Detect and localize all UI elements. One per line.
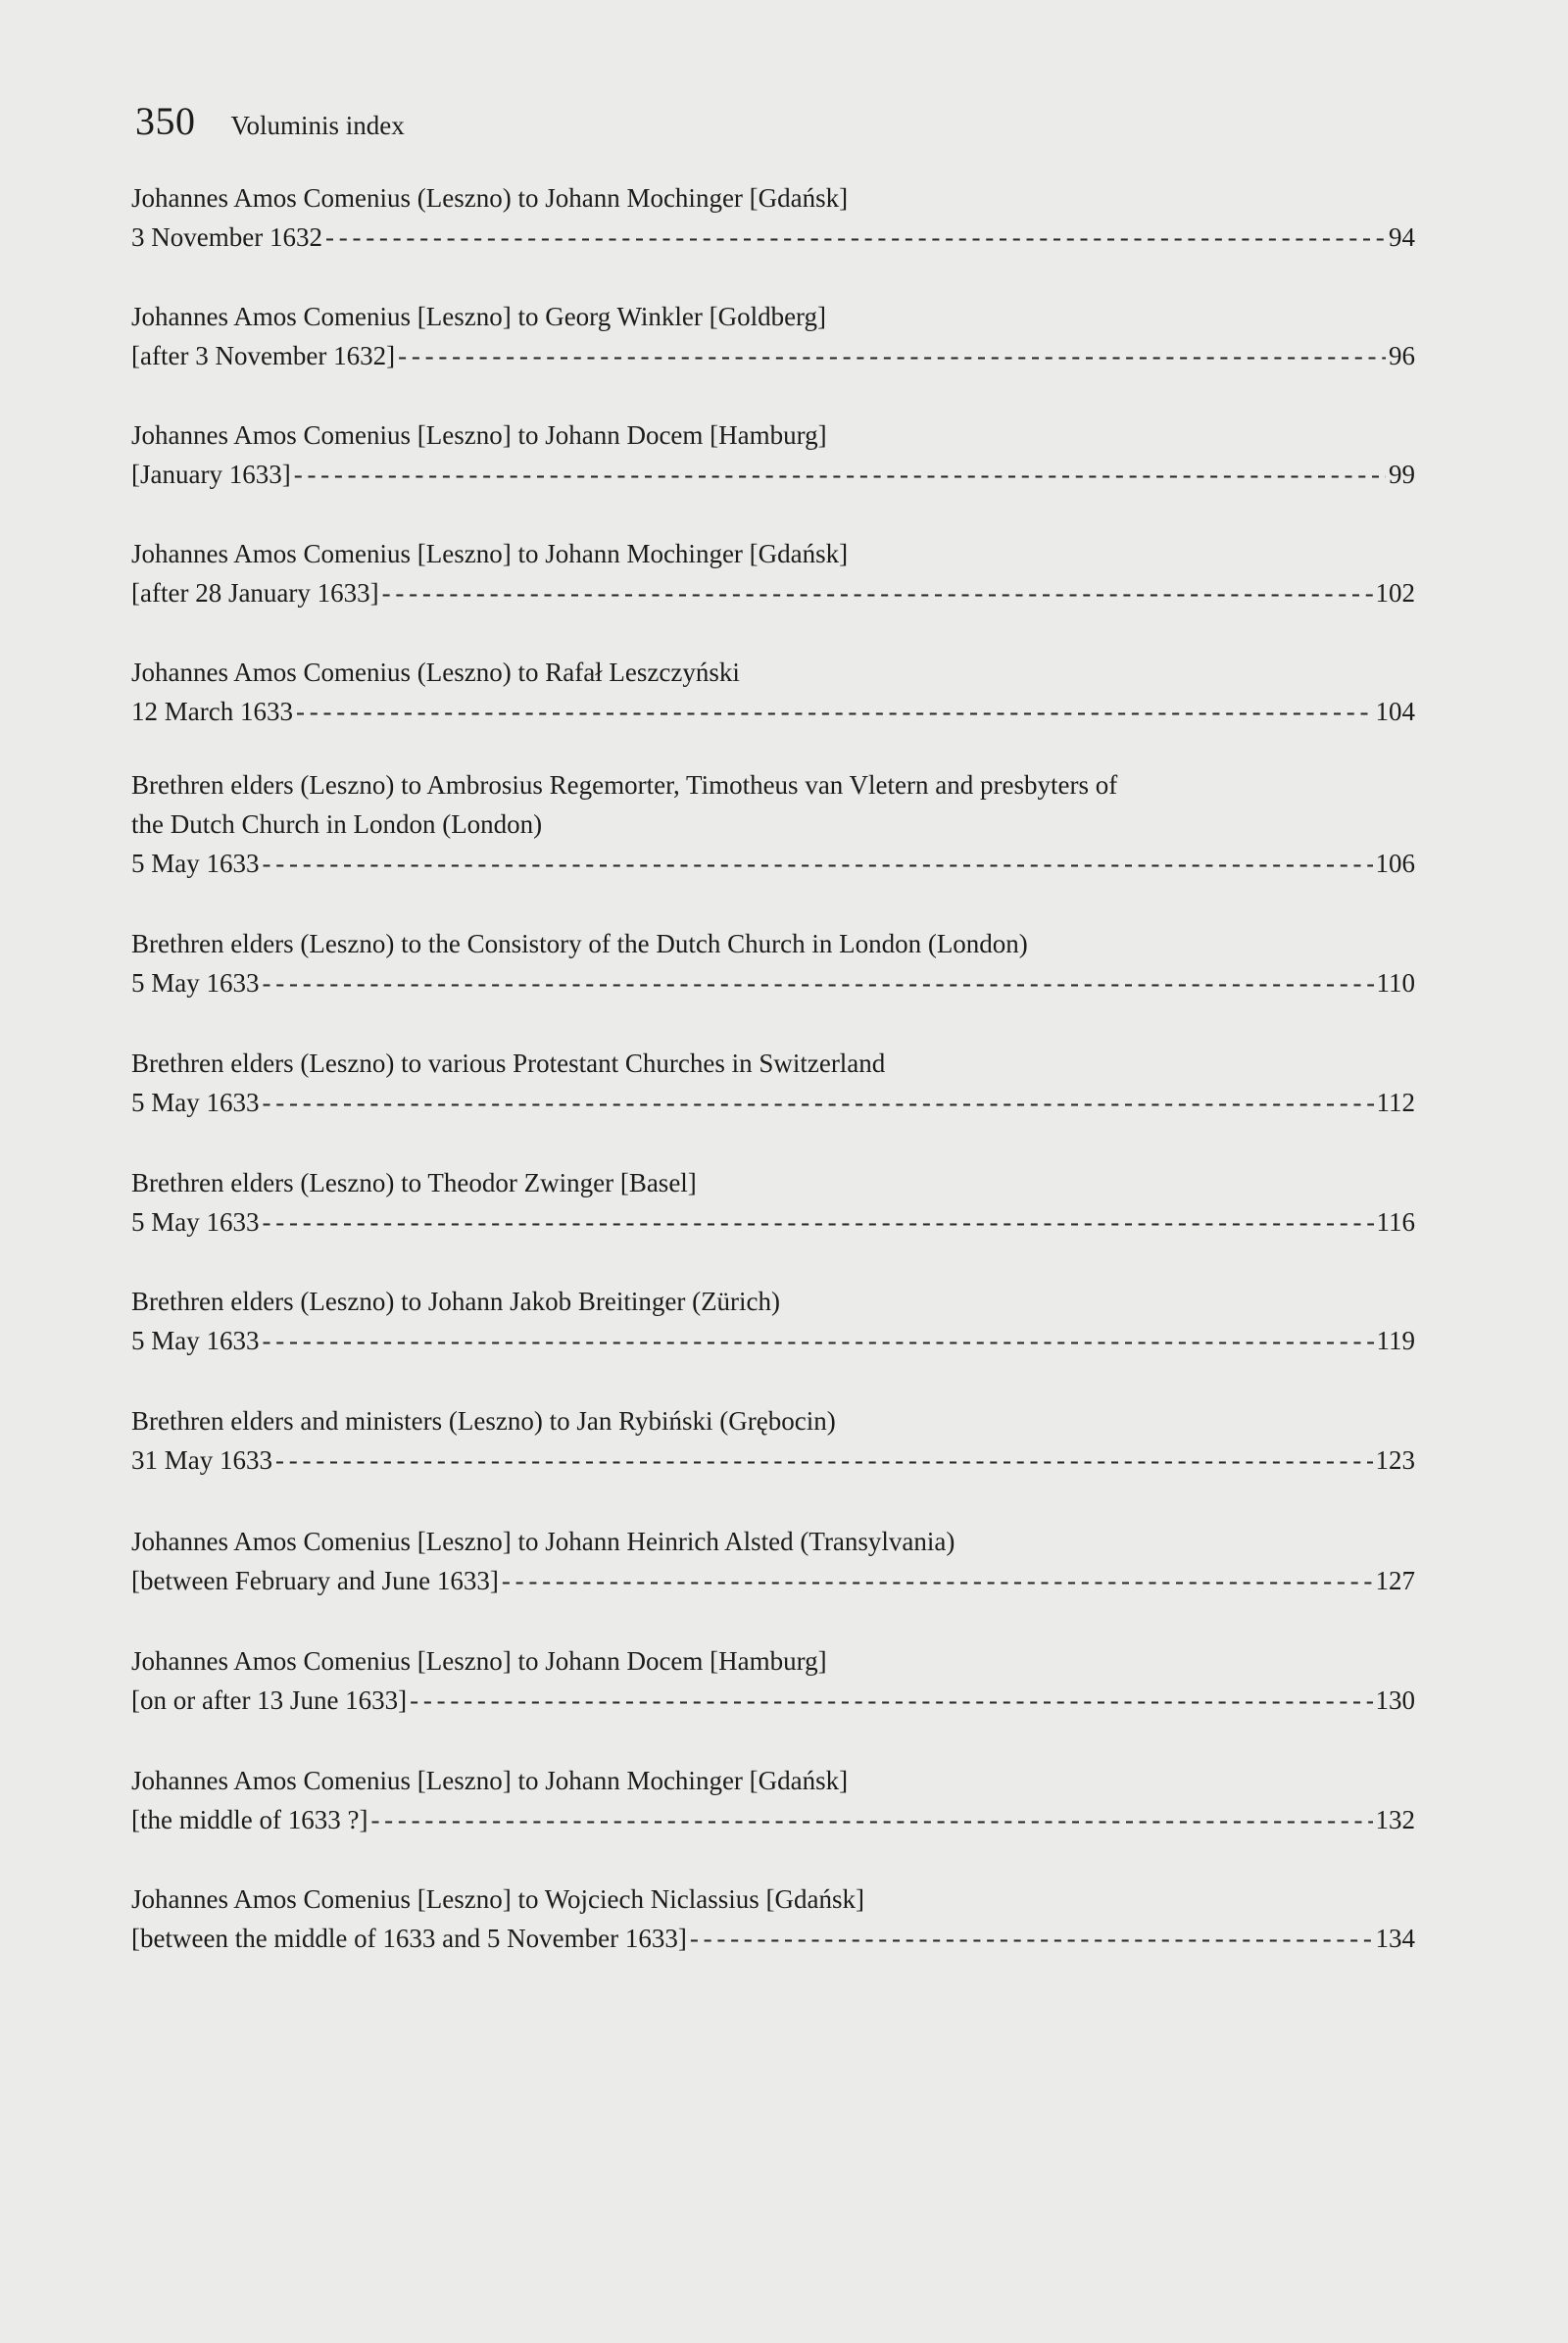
entry-date: 5 May 1633 <box>131 849 260 878</box>
entry-title: Johannes Amos Comenius [Leszno] to Johann Docem [Hamburg] <box>131 420 827 450</box>
dot-leader <box>398 336 1386 375</box>
entry-date: 3 November 1632 <box>131 222 322 252</box>
index-entry <box>131 178 1415 257</box>
entry-page-number: 94 <box>1389 222 1415 252</box>
dot-leader <box>263 844 1373 883</box>
entry-date: [the middle of 1633 ?] <box>131 1805 368 1834</box>
index-entry <box>131 1401 1415 1480</box>
running-title: Voluminis index <box>230 111 405 140</box>
entry-page-number: 132 <box>1375 1805 1415 1834</box>
entry-date: 5 May 1633 <box>131 1088 260 1117</box>
index-entry <box>131 765 1415 883</box>
entry-title: Brethren elders (Leszno) to various Protestant Churches in Switzerland <box>131 1049 886 1078</box>
entry-title: Brethren elders (Leszno) to Ambrosius Regemorter, Timotheus van Vletern and presbyters of <box>131 770 1118 800</box>
entry-page-number: 96 <box>1389 341 1415 370</box>
index-entry <box>131 653 1415 731</box>
dot-leader <box>263 1083 1374 1122</box>
dot-leader <box>263 963 1374 1002</box>
index-entry <box>131 1282 1415 1360</box>
entry-date: 5 May 1633 <box>131 1207 260 1237</box>
entry-date: [January 1633] <box>131 460 291 489</box>
entry-date: 12 March 1633 <box>131 697 293 726</box>
entry-title: Brethren elders (Leszno) to the Consistory of the Dutch Church in London (London) <box>131 929 1028 958</box>
entry-page-number: 99 <box>1389 460 1415 489</box>
entry-page-number: 106 <box>1375 849 1415 878</box>
index-entry <box>131 1044 1415 1122</box>
entry-title: Johannes Amos Comenius [Leszno] to Wojciech Niclassius [Gdańsk] <box>131 1884 864 1914</box>
entry-page-number: 102 <box>1375 578 1415 608</box>
page-header <box>135 98 405 157</box>
entry-page-number: 112 <box>1376 1088 1415 1117</box>
dot-leader <box>325 218 1386 257</box>
entry-date: 5 May 1633 <box>131 1326 260 1355</box>
entry-page-number: 130 <box>1375 1685 1415 1715</box>
dot-leader <box>382 573 1373 612</box>
dot-leader <box>502 1561 1373 1600</box>
dot-leader <box>370 1800 1372 1839</box>
entry-date: [on or after 13 June 1633] <box>131 1685 408 1715</box>
entry-title: Johannes Amos Comenius [Leszno] to Johann Heinrich Alsted (Transylvania) <box>131 1527 956 1556</box>
entry-page-number: 104 <box>1375 697 1415 726</box>
entry-date: 5 May 1633 <box>131 968 260 998</box>
entry-page-number: 119 <box>1376 1326 1415 1355</box>
index-entry <box>131 297 1415 375</box>
dot-leader <box>263 1321 1374 1360</box>
entry-date: 31 May 1633 <box>131 1445 272 1475</box>
dot-leader <box>690 1919 1373 1958</box>
entry-date: [after 28 January 1633] <box>131 578 379 608</box>
entry-title: Johannes Amos Comenius (Leszno) to Johann Mochinger [Gdańsk] <box>131 183 849 213</box>
dot-leader <box>294 455 1386 494</box>
entry-page-number: 110 <box>1376 968 1415 998</box>
index-entry <box>131 1879 1415 1958</box>
index-entry <box>131 1761 1415 1839</box>
entry-title: Johannes Amos Comenius [Leszno] to Johann Mochinger [Gdańsk] <box>131 1766 849 1795</box>
dot-leader <box>275 1440 1373 1480</box>
entry-title-continued: the Dutch Church in London (London) <box>131 809 543 839</box>
entry-title: Johannes Amos Comenius [Leszno] to Johann Docem [Hamburg] <box>131 1646 827 1676</box>
entry-title: Johannes Amos Comenius [Leszno] to Georg Winkler [Goldberg] <box>131 302 827 331</box>
entry-date: [between February and June 1633] <box>131 1566 499 1595</box>
index-entry <box>131 415 1415 494</box>
entry-title: Brethren elders (Leszno) to Johann Jakob Breitinger (Zürich) <box>131 1287 781 1316</box>
entry-page-number: 134 <box>1375 1924 1415 1953</box>
entry-date: [between the middle of 1633 and 5 November 1633] <box>131 1924 687 1953</box>
page-number: 350 <box>135 99 196 143</box>
entry-page-number: 116 <box>1376 1207 1415 1237</box>
index-entry <box>131 1163 1415 1242</box>
entry-title: Johannes Amos Comenius [Leszno] to Johann Mochinger [Gdańsk] <box>131 539 849 568</box>
index-entry <box>131 1641 1415 1720</box>
dot-leader <box>410 1681 1372 1720</box>
dot-leader <box>263 1202 1374 1242</box>
entry-title: Brethren elders and ministers (Leszno) to Jan Rybiński (Grębocin) <box>131 1406 836 1436</box>
entry-title: Johannes Amos Comenius (Leszno) to Rafał Leszczyński <box>131 658 740 687</box>
entry-page-number: 127 <box>1375 1566 1415 1595</box>
index-entry <box>131 1522 1415 1600</box>
entry-title: Brethren elders (Leszno) to Theodor Zwinger [Basel] <box>131 1168 697 1197</box>
entry-page-number: 123 <box>1375 1445 1415 1475</box>
index-entry <box>131 534 1415 612</box>
entry-date: [after 3 November 1632] <box>131 341 396 370</box>
index-entry <box>131 924 1415 1002</box>
dot-leader <box>296 692 1373 731</box>
